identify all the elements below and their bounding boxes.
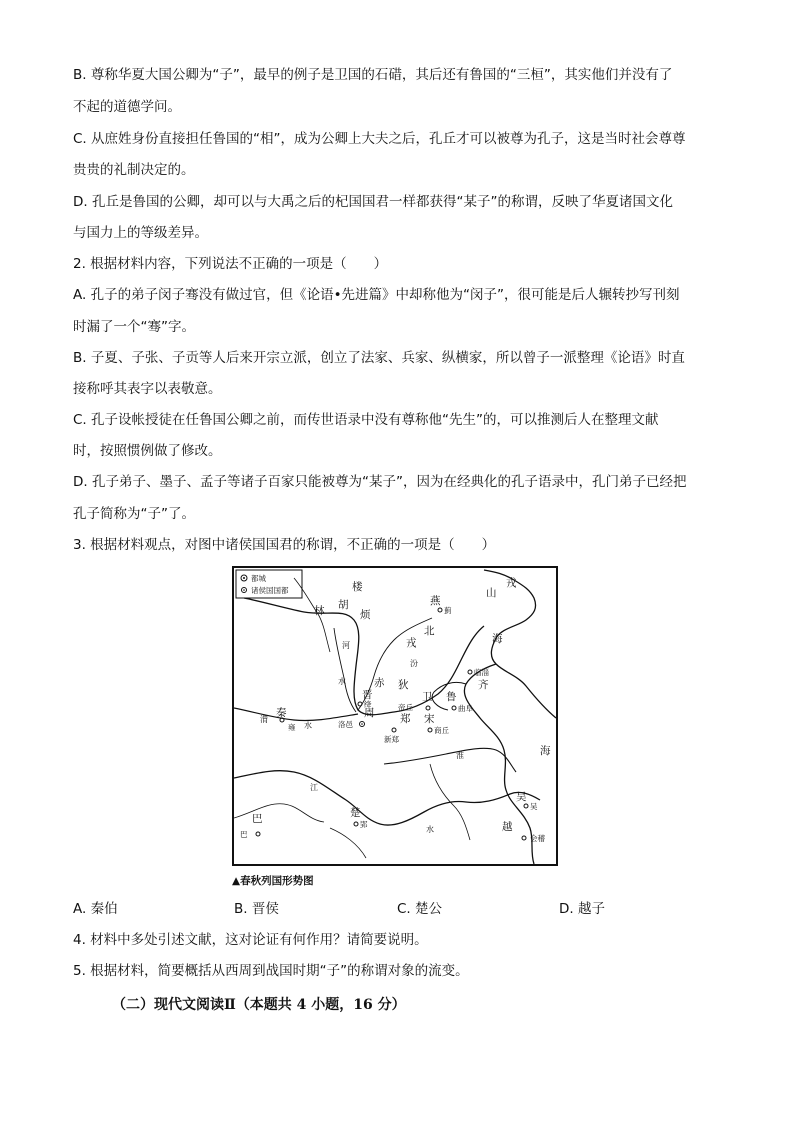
region-lin: 林: [314, 605, 325, 617]
q2-option-b-line2: 接称呼其表字以表敬意。: [73, 381, 222, 397]
region-chu: 楚: [350, 807, 361, 819]
city-diqiu: 帝丘: [398, 703, 413, 712]
q2-option-d-line1: D. 孔子弟子、墨子、孟子等诸子百家只能被尊为“某子”，因为在经典化的孔子语录中，孔门弟子已经把: [73, 474, 687, 490]
section-title: （二）现代文阅读Ⅱ（本题共 4 小题，16 分）: [112, 997, 406, 1013]
option-c-line2: 贵贵的礼制决定的。: [73, 162, 195, 178]
region-song: 宋: [424, 713, 435, 725]
region-qi: 齐: [478, 679, 489, 691]
city-ba: 巴: [240, 830, 248, 839]
river-wei: 渭: [260, 715, 268, 724]
region-rong-2: 戎: [406, 637, 417, 649]
region-ba: 巴: [252, 813, 263, 825]
city-yong: 雍: [288, 723, 296, 732]
city-qufu: 曲阜: [458, 704, 473, 713]
sea-label-2: 海: [540, 745, 551, 757]
city-shangqiu: 商丘: [434, 726, 449, 735]
river-jiang: 江: [310, 783, 318, 792]
city-jiang: 绛: [364, 700, 372, 709]
region-zheng: 郑: [400, 713, 411, 725]
river-fen: 汾: [410, 659, 418, 668]
city-wu: 吴: [530, 802, 538, 811]
legend-capital: 都城: [251, 574, 266, 583]
city-ying: 郢: [360, 820, 368, 829]
q2-option-a-line2: 时漏了一个“骞”字。: [73, 319, 195, 335]
region-zhou: 周: [364, 707, 375, 719]
region-shan: 山: [486, 587, 497, 599]
river-he: 河: [342, 641, 350, 650]
option-c-line1: C. 从庶姓身份直接担任鲁国的“相”，成为公卿上大夫之后，孔丘才可以被尊为孔子，这是当时社会尊尊: [73, 131, 686, 147]
region-wu: 吴: [516, 791, 527, 803]
option-d-line2: 与国力上的等级差异。: [73, 225, 208, 241]
region-fan: 烦: [360, 609, 371, 621]
region-chi: 赤: [374, 677, 385, 689]
question-4: 4. 材料中多处引述文献，这对论证有何作用？请简要说明。: [73, 932, 428, 948]
q2-option-c-line2: 时，按照惯例做了修改。: [73, 443, 222, 459]
city-xinzheng: 新郑: [384, 735, 399, 744]
region-bei: 北: [424, 625, 435, 637]
option-b-line2: 不起的道德学问。: [73, 99, 181, 115]
option-b: B. 晋侯: [234, 901, 279, 917]
map-caption: ▲春秋列国形势图: [232, 875, 314, 887]
option-b-line1: B. 尊称华夏大国公卿为“子”，最早的例子是卫国的石碏，其后还有鲁国的“三桓”，其实他们并没有了: [73, 67, 673, 83]
river-shui-2: 水: [304, 721, 312, 730]
region-qin: 秦: [276, 707, 287, 719]
sea-label-1: 海: [492, 633, 503, 645]
q2-option-d-line2: 孔子简称为“子”了。: [73, 506, 195, 522]
spring-autumn-map: [232, 566, 558, 866]
region-lou: 楼: [352, 581, 363, 593]
region-rong: 戎: [506, 577, 517, 589]
river-shui-3: 水: [426, 825, 434, 834]
region-yue: 越: [502, 821, 513, 833]
region-hu: 胡: [338, 599, 349, 611]
legend-state-capital: 诸侯国国都: [251, 586, 289, 595]
region-jin: 晋: [362, 689, 373, 701]
q2-option-b-line1: B. 子夏、子张、子贡等人后来开宗立派，创立了法家、兵家、纵横家，所以曾子一派整理《论语》时直: [73, 350, 685, 366]
river-huai: 淮: [456, 751, 464, 760]
q2-option-c-line1: C. 孔子设帐授徒在任鲁国公卿之前，而传世语录中没有尊称他“先生”的，可以推测后人在整理文献: [73, 412, 659, 428]
city-kuaiji: 会稽: [530, 834, 545, 843]
question-2: 2. 根据材料内容，下列说法不正确的一项是（ ）: [73, 256, 388, 272]
region-wei: 卫: [422, 691, 433, 703]
city-ji: 蓟: [444, 606, 452, 615]
region-di: 狄: [398, 679, 409, 691]
option-d: D. 越子: [559, 901, 605, 917]
region-lu: 鲁: [446, 691, 457, 703]
river-shui: 水: [338, 677, 346, 686]
option-d-line1: D. 孔丘是鲁国的公卿，却可以与大禹之后的杞国国君一样都获得“某子”的称谓，反映了华夏诸国文化: [73, 194, 673, 210]
question-3: 3. 根据材料观点，对图中诸侯国国君的称谓，不正确的一项是（ ）: [73, 537, 496, 553]
q2-option-a-line1: A. 孔子的弟子闵子骞没有做过官，但《论语•先进篇》中却称他为“闵子”，很可能是后人辗转抄写刊刻: [73, 287, 680, 303]
region-yan: 燕: [430, 595, 441, 607]
question-5: 5. 根据材料，简要概括从西周到战国时期“子”的称谓对象的流变。: [73, 963, 469, 979]
city-linzi: 临淄: [474, 668, 489, 677]
city-luoyi: 洛邑: [338, 720, 353, 729]
option-a: A. 秦伯: [73, 901, 118, 917]
option-c: C. 楚公: [397, 901, 443, 917]
